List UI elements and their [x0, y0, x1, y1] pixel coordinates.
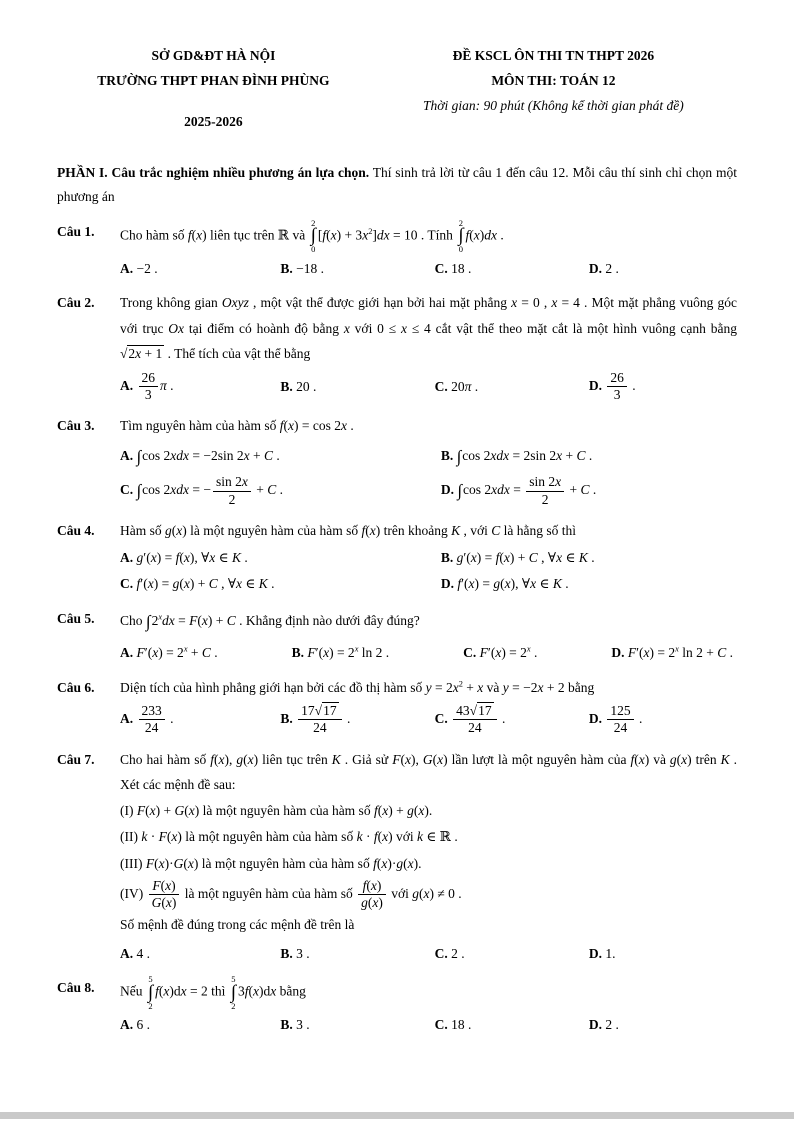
answer-option: [280, 702, 434, 737]
option-letter: B.: [280, 260, 293, 276]
question-content: [120, 975, 737, 1038]
option-letter: B.: [280, 945, 293, 961]
option-value: g′(x) = f(x) + C , ∀x ∈ K .: [456, 550, 595, 566]
option-value: ∫cos 2xdx = −2sin 2x + C .: [136, 447, 280, 467]
option-value: 20 .: [296, 378, 317, 394]
answer-option: [120, 441, 441, 473]
answer-option: [280, 256, 434, 282]
school-year: 2025-2026: [184, 113, 243, 129]
option-letter: D.: [588, 1017, 603, 1033]
answer-option: [435, 374, 589, 400]
answer-option: [120, 473, 441, 508]
question-content: [120, 219, 737, 282]
option-letter: B.: [440, 550, 454, 566]
option-letter: D.: [440, 482, 454, 498]
option-value: 1.: [605, 945, 616, 961]
question: [57, 975, 737, 1038]
option-letter: B.: [280, 711, 293, 727]
option-value: −18 .: [296, 260, 325, 276]
option-value: 20π .: [451, 378, 479, 394]
answer-option: [435, 702, 589, 737]
answer-options-row: [120, 369, 737, 404]
option-value: $\frac{26}{3}$ π .: [137, 378, 174, 393]
option-value: ∫cos 2xdx = − $\frac{\sin 2x}{2}$ + C .: [136, 474, 284, 507]
option-value: $F'(x) = 2^x$ ln 2 .: [307, 644, 390, 661]
option-value: 4 .: [136, 945, 150, 961]
option-value: $\frac{26}{3}$ .: [605, 378, 635, 393]
answer-option: [441, 545, 737, 571]
question-content: [120, 675, 737, 738]
answer-option: [463, 640, 537, 666]
answer-option: [120, 256, 280, 282]
question-content: [120, 413, 737, 508]
answer-option: [441, 473, 737, 508]
answer-option: [120, 941, 280, 967]
option-letter: D.: [588, 377, 603, 393]
answer-option: [589, 369, 737, 404]
question-label: Câu 3.: [57, 418, 95, 434]
option-letter: C.: [434, 260, 448, 276]
option-letter: D.: [588, 711, 603, 727]
option-value: $\frac{17√17}{24}$ .: [296, 711, 350, 726]
answer-options-row: [120, 441, 737, 509]
question: [57, 606, 737, 666]
option-letter: C.: [120, 576, 134, 592]
option-letter: C.: [434, 378, 448, 394]
option-letter: B.: [280, 378, 293, 394]
option-value: f′(x) = g(x) + C , ∀x ∈ K .: [136, 576, 275, 592]
question-body: Cho hàm số f(x) liên tục trên ℝ và 2 ∫ 0 $[f(x) + 3x^2]dx = 10$ . Tính 2 ∫ 0 f(x)dx .: [120, 217, 504, 255]
answer-options-row: [120, 702, 737, 737]
option-letter: A.: [120, 448, 134, 464]
answer-option: [589, 941, 737, 967]
part1-heading: [57, 161, 737, 210]
option-value: g′(x) = f(x), ∀x ∈ K .: [136, 550, 248, 566]
option-letter: C.: [434, 945, 448, 961]
answer-option: [280, 1012, 434, 1038]
option-letter: B.: [291, 645, 304, 661]
answer-option: [435, 941, 589, 967]
option-letter: A.: [120, 1017, 134, 1033]
option-letter: C.: [434, 1017, 448, 1033]
question-label: Câu 7.: [57, 751, 95, 767]
option-letter: D.: [588, 260, 603, 276]
option-value: 2 .: [451, 945, 465, 961]
question: [57, 413, 737, 508]
question-body: Nếu 5 ∫ 2 f(x)dx = 2 thì 5 ∫ 2 3f(x)dx bằng: [120, 974, 306, 1011]
question-body: Cho hai hàm số f(x), g(x) liên tục trên K . Giả sử F(x), G(x) lần lượt là một nguyên hàm của f(x) và g(x) trên K . Xét các mệnh đề sau:: [120, 751, 738, 793]
question: [57, 747, 737, 967]
option-value: $\frac{43√17}{24}$ .: [451, 711, 505, 726]
option-value: 2 .: [605, 1017, 619, 1033]
answer-option: [589, 1012, 737, 1038]
answer-option: [441, 571, 737, 597]
question: [57, 219, 737, 282]
option-value: f′(x) = g(x), ∀x ∈ K .: [457, 576, 569, 592]
question-body: Tìm nguyên hàm của hàm số f(x) = cos 2x .: [120, 418, 354, 434]
exam-title: ĐỀ KSCL ÔN THI TN THPT 2026: [452, 48, 655, 63]
question-body: Cho $\int 2^xdx = F(x) + C$ . Khẳng định nào dưới đây đúng?: [120, 611, 420, 631]
option-letter: C.: [120, 482, 134, 498]
question-label: Câu 4.: [57, 522, 95, 538]
question-content: [120, 747, 737, 967]
option-letter: D.: [440, 576, 454, 592]
answer-option: [589, 256, 737, 282]
part1-heading-bold: PHẦN I. Câu trắc nghiệm nhiều phương án lựa chọn.: [57, 164, 370, 180]
option-letter: A.: [120, 377, 134, 393]
exam-duration: Thời gian: 90 phút (Không kể thời gian phát đề): [423, 97, 684, 113]
answer-option: [611, 640, 733, 666]
school-block: [57, 44, 370, 135]
exam-info-block: [370, 44, 737, 135]
answer-options-row: [120, 941, 737, 967]
option-value: $F'(x) = 2^x$ ln 2 + C .: [627, 644, 733, 661]
option-value: 2 .: [605, 260, 619, 276]
option-letter: A.: [120, 711, 134, 727]
question-content: [120, 606, 737, 666]
answer-option: [292, 640, 390, 666]
option-value: 3 .: [296, 1017, 310, 1033]
option-letter: A.: [120, 645, 134, 661]
question: [57, 518, 737, 597]
answer-option: [280, 374, 434, 400]
option-value: $F'(x) = 2^x + C$ .: [136, 644, 218, 661]
option-value: ∫cos 2xdx = 2sin 2x + C .: [456, 447, 593, 467]
question-statement-footer: Số mệnh đề đúng trong các mệnh đề trên là: [120, 917, 355, 933]
answer-option: [435, 1012, 589, 1038]
option-value: 3 .: [296, 945, 310, 961]
answer-options-row: [120, 545, 737, 596]
question-body: Diện tích của hình phẳng giới hạn bởi các đồ thị hàm số $y = 2x^2 + x$ và y = −2x + 2 bằng: [120, 679, 595, 695]
answer-option: [120, 640, 218, 666]
option-value: $\frac{125}{24}$ .: [605, 711, 642, 726]
option-letter: C.: [434, 711, 448, 727]
option-value: $\frac{233}{24}$ .: [137, 711, 174, 726]
option-value: ∫cos 2xdx = $\frac{\sin 2x}{2}$ + C .: [457, 474, 597, 507]
question-label: Câu 5.: [57, 610, 95, 626]
question: [57, 675, 737, 738]
question-label: Câu 6.: [57, 679, 95, 695]
option-letter: C.: [463, 645, 477, 661]
answer-option: [120, 571, 441, 597]
option-value: 18 .: [451, 260, 472, 276]
answer-option: [120, 702, 280, 737]
answer-option: [280, 941, 434, 967]
option-letter: D.: [588, 945, 603, 961]
answer-options-row: [120, 256, 737, 282]
option-letter: A.: [120, 945, 134, 961]
question-content: [120, 518, 737, 597]
option-value: $F'(x) = 2^x$ .: [479, 644, 538, 661]
answer-options-row: [120, 1012, 737, 1038]
option-value: 18 .: [451, 1017, 472, 1033]
question-statement: (III) F(x)·G(x) là một nguyên hàm của hàm số f(x)·g(x).: [120, 855, 422, 871]
department-name: SỞ GD&ĐT HÀ NỘI: [151, 48, 276, 63]
questions-list: [57, 219, 737, 1038]
option-value: −2 .: [136, 260, 158, 276]
option-letter: D.: [611, 645, 625, 661]
question-label: Câu 2.: [57, 295, 95, 311]
exam-subject: MÔN THI: TOÁN 12: [491, 72, 616, 88]
answer-option: [120, 1012, 280, 1038]
part1-heading-rest: Thí sinh trả lời từ câu 1 đến câu 12. Mỗi câu thí sinh chỉ chọn một phương án: [57, 164, 737, 205]
question-body: Trong không gian Oxyz , một vật thể được giới hạn bởi hai mặt phẳng x = 0 , x = 4 . Một mặt phẳng vuông góc với trục Ox tại điểm có hoành độ bằng x với 0 ≤ x ≤ 4 cắt vật thể theo mặt cắt là một hình vuông cạnh bằng √2x + 1 . Thể tích của vật thể bằng: [120, 295, 737, 362]
question-label: Câu 1.: [57, 223, 95, 239]
question-content: [120, 290, 737, 404]
question-body: Hàm số g(x) là một nguyên hàm của hàm số f(x) trên khoảng K , với C là hằng số thì: [120, 522, 577, 538]
page-bottom-edge: [0, 1112, 794, 1119]
question: [57, 290, 737, 404]
question-statement: (II) k · F(x) là một nguyên hàm của hàm số k · f(x) với k ∈ ℝ .: [120, 829, 458, 845]
question-label: Câu 8.: [57, 980, 95, 996]
option-letter: A.: [120, 260, 134, 276]
answer-option: [589, 702, 737, 737]
question-statement: (IV) $\frac{F(x)}{G(x)}$ là một nguyên hàm của hàm số $\frac{f(x)}{g(x)}$ với g(x) ≠ 0 .: [120, 877, 462, 911]
answer-option: [120, 545, 441, 571]
school-name: TRƯỜNG THPT PHAN ĐÌNH PHÙNG: [97, 72, 330, 88]
answer-option: [441, 441, 737, 473]
question-statement: (I) F(x) + G(x) là một nguyên hàm của hàm số f(x) + g(x).: [120, 802, 433, 818]
option-letter: B.: [440, 448, 454, 464]
answer-options-row: [120, 640, 737, 666]
answer-option: [120, 369, 280, 404]
option-value: 6 .: [136, 1017, 150, 1033]
option-letter: A.: [120, 550, 134, 566]
option-letter: B.: [280, 1017, 293, 1033]
answer-option: [435, 256, 589, 282]
exam-header: [57, 44, 737, 135]
